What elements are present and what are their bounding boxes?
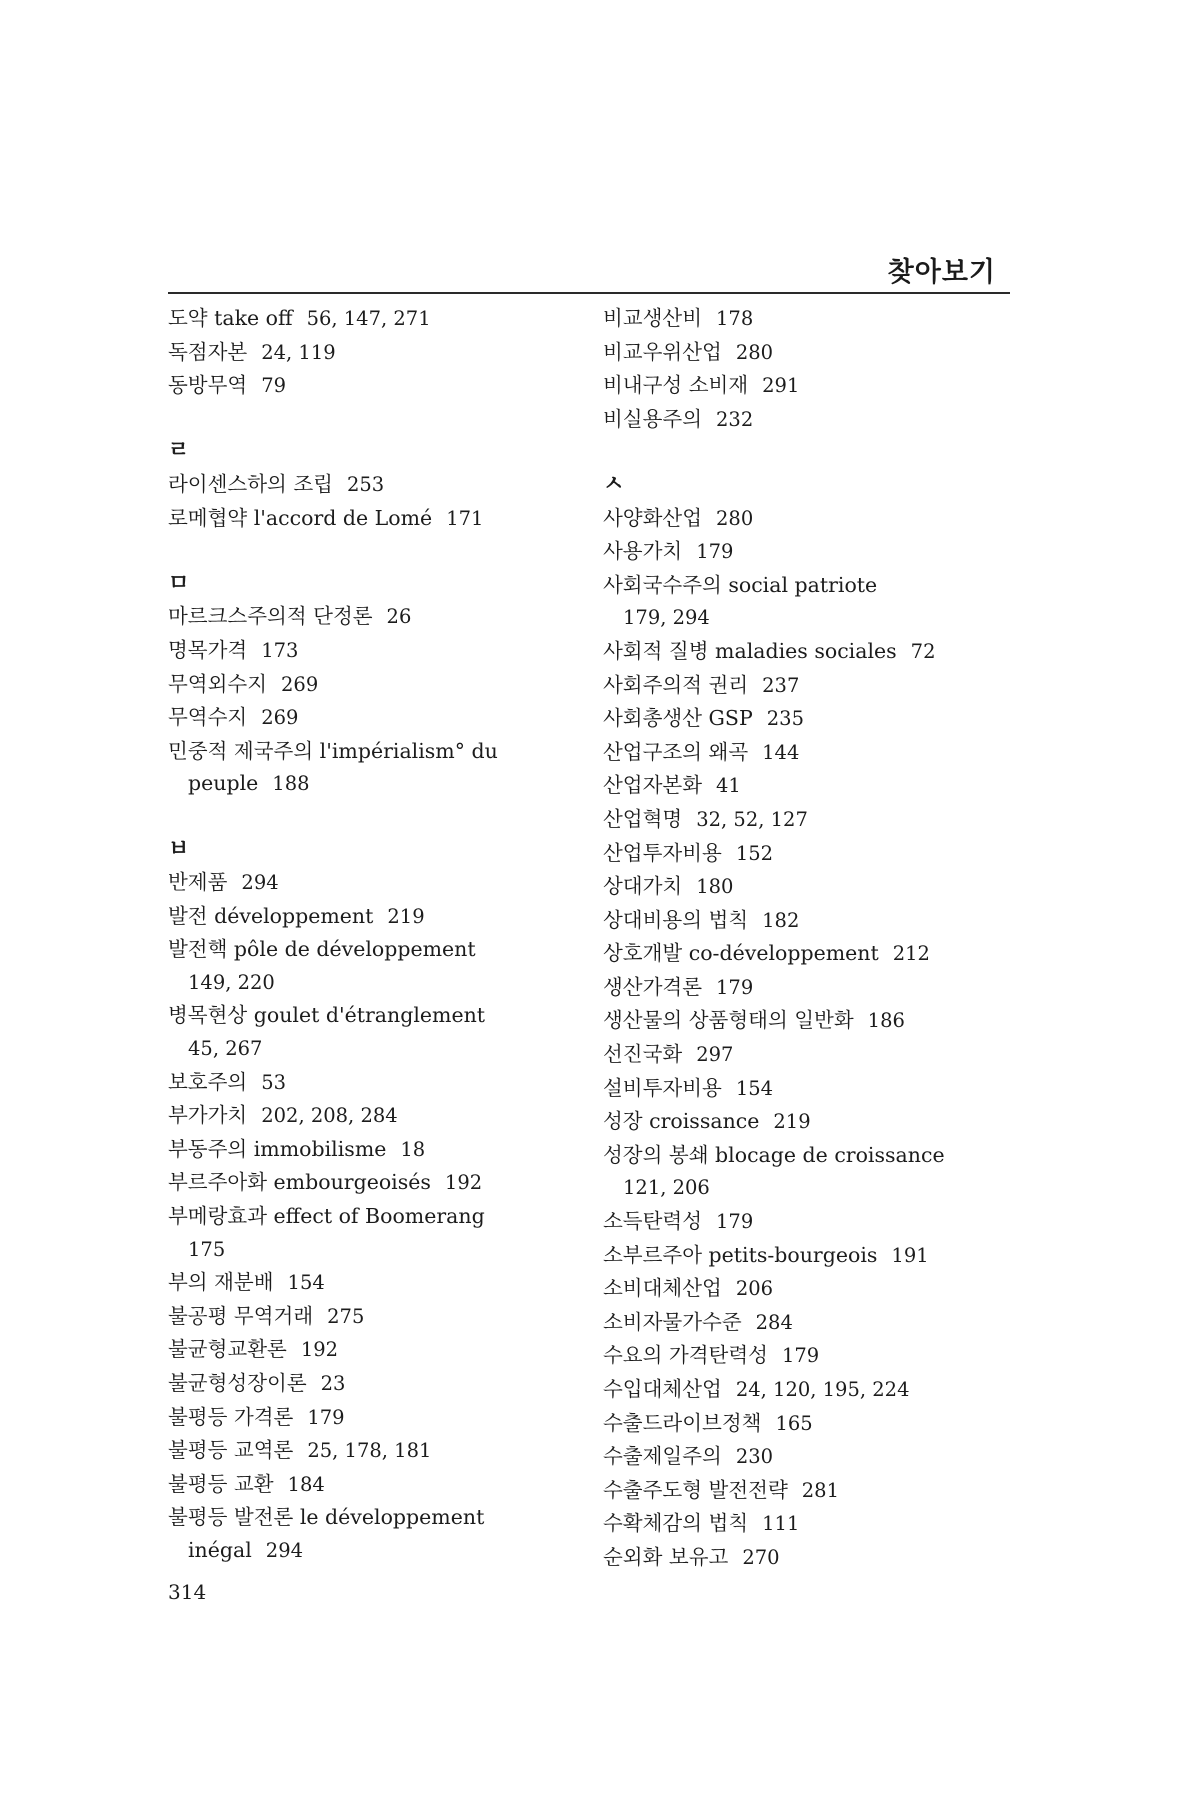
page-header-title: 찾아보기 (887, 257, 996, 288)
index-entry (603, 1339, 1003, 1373)
index-entry-continuation (168, 1032, 568, 1066)
index-term: 비교생산비 (603, 306, 703, 330)
index-page-refs: 230 (735, 1445, 774, 1469)
index-page-refs: 232 (716, 407, 754, 431)
index-page-refs: 191 (891, 1243, 929, 1267)
index-term: 수출제일주의 (603, 1444, 722, 1469)
index-entry (603, 302, 1003, 336)
index-term: 상대가치 (603, 874, 683, 899)
index-page-refs: 281 (801, 1478, 839, 1502)
index-entry (168, 502, 568, 536)
index-entry (603, 1072, 1003, 1106)
index-entry (168, 1333, 568, 1367)
index-page-refs: 269 (281, 672, 319, 696)
index-entry (168, 600, 568, 634)
index-entry (603, 1272, 1003, 1306)
index-term: 불공평 무역거래 (168, 1303, 314, 1328)
index-term: 불평등 발전론 le développement (168, 1505, 485, 1530)
index-page-refs: 188 (272, 772, 310, 796)
index-page-refs: 294 (265, 1538, 304, 1562)
index-entry (168, 933, 568, 966)
index-page-refs: 121, 206 (623, 1176, 710, 1200)
index-entry (603, 1105, 1003, 1139)
index-page-refs: 184 (287, 1472, 325, 1496)
index-column-right (603, 302, 1003, 1575)
index-page-refs: 202, 208, 284 (261, 1104, 398, 1128)
index-page-refs: 297 (696, 1043, 734, 1067)
index-page-refs: 192 (444, 1171, 483, 1195)
index-entry (603, 1507, 1003, 1541)
index-term: 생산물의 상품형태의 일반화 (603, 1008, 854, 1033)
index-page-refs: 206 (735, 1277, 774, 1301)
index-section-heading: ㄹ (168, 438, 190, 464)
index-entry (603, 336, 1003, 370)
index-page-refs: 26 (386, 605, 412, 629)
index-entry (168, 1266, 568, 1300)
index-page-refs: 186 (867, 1009, 905, 1033)
index-entry (168, 369, 568, 403)
index-entry (603, 937, 1003, 971)
index-page-refs: 154 (735, 1076, 774, 1100)
index-term: 독점자본 (168, 339, 248, 364)
index-section-heading: ㅁ (168, 570, 190, 596)
index-term: 소부르주아 petits-bourgeois (603, 1242, 878, 1267)
index-entry (168, 336, 568, 370)
index-page-refs: 269 (261, 706, 299, 730)
index-page-refs: 270 (742, 1545, 780, 1569)
index-page-refs: 144 (762, 740, 800, 764)
index-page-refs: 79 (261, 374, 287, 398)
index-entry (603, 769, 1003, 803)
index-entry-continuation (603, 601, 1003, 635)
index-term: 산업자본화 (603, 773, 703, 798)
index-term: 비실용주의 (603, 406, 703, 431)
index-entry (168, 1401, 568, 1435)
index-entry (603, 635, 1003, 669)
index-page-refs: 171 (446, 506, 484, 530)
index-entry-continuation (168, 966, 568, 1000)
index-entry (603, 1306, 1003, 1340)
index-term: 불균형교환론 (168, 1337, 287, 1362)
index-page-refs: 219 (773, 1110, 811, 1134)
index-page-refs: 178 (716, 307, 754, 330)
index-page-refs: 179 (696, 540, 734, 564)
index-page-refs: 24, 120, 195, 224 (735, 1378, 910, 1401)
index-entry (603, 702, 1003, 736)
index-entry (168, 701, 568, 735)
index-page-refs: 23 (320, 1372, 346, 1395)
index-entry (168, 1468, 568, 1502)
index-entry (603, 535, 1003, 569)
index-entry (168, 1133, 568, 1167)
index-entry (603, 736, 1003, 770)
index-entry (603, 502, 1003, 536)
index-page-refs: 284 (755, 1310, 793, 1334)
index-term: 부가가치 (168, 1103, 248, 1128)
index-entry-continuation (168, 1534, 568, 1568)
index-entry (603, 1205, 1003, 1239)
index-term: 부르주아화 embourgeoisés (168, 1170, 431, 1195)
index-entry (603, 1004, 1003, 1038)
index-term: 민중적 제국주의 l'impérialism° du (168, 738, 498, 763)
index-term: 설비투자비용 (603, 1075, 722, 1100)
index-page-refs: 219 (387, 904, 425, 928)
index-page-refs: 179 (716, 1210, 754, 1234)
index-term: 생산가격론 (603, 974, 703, 999)
index-entry (603, 1440, 1003, 1474)
index-page-refs: 173 (261, 638, 299, 662)
index-page-refs: 25, 178, 181 (307, 1439, 432, 1463)
index-page-refs: 179 (307, 1405, 345, 1429)
index-term: 불균형성장이론 (168, 1371, 307, 1395)
index-entry-continuation (603, 1171, 1003, 1205)
index-entry (168, 1300, 568, 1334)
index-term: 발전 développement (168, 903, 374, 928)
index-term: 수입대체산업 (603, 1377, 722, 1401)
index-term: 수요의 가격탄력성 (603, 1343, 768, 1368)
index-page-refs: 253 (346, 472, 385, 496)
index-entry (603, 1474, 1003, 1508)
index-term: 수확체감의 법칙 (603, 1511, 749, 1536)
section-spacer (603, 436, 1003, 469)
index-entry-continuation (168, 1233, 568, 1267)
index-page-refs: 149, 220 (188, 970, 275, 994)
index-section-heading: ㅅ (603, 471, 625, 497)
index-entry (603, 369, 1003, 403)
index-page-refs: 111 (762, 1512, 800, 1536)
index-term: 산업혁명 (603, 806, 683, 831)
index-term: 무역수지 (168, 705, 248, 730)
index-entry (603, 837, 1003, 871)
index-page-refs: 182 (762, 908, 800, 932)
index-entry-continuation (168, 767, 568, 801)
index-term: 산업구조의 왜곡 (603, 739, 749, 764)
index-term: 소득탄력성 (603, 1209, 703, 1234)
index-entry (603, 803, 1003, 837)
index-entry (603, 1373, 1003, 1407)
index-entry (168, 735, 568, 768)
index-page-refs: 56, 147, 271 (306, 307, 431, 330)
index-term: 상호개발 co-développement (603, 941, 879, 966)
index-entry (603, 669, 1003, 703)
index-term: 사회총생산 GSP (603, 706, 753, 731)
index-term: 성장의 봉쇄 blocage de croissance (603, 1142, 945, 1167)
index-term: 불평등 가격론 (168, 1404, 294, 1429)
index-term: 반제품 (168, 870, 228, 895)
index-term: 부동주의 immobilisme (168, 1136, 387, 1161)
index-page-refs: 212 (892, 942, 930, 966)
index-page-refs: 294 (241, 871, 279, 895)
index-term: 병목현상 goulet d'étranglement (168, 1003, 486, 1028)
index-entry (603, 1239, 1003, 1273)
index-entry (168, 668, 568, 702)
index-page-refs: 280 (735, 340, 774, 364)
index-entry (603, 1541, 1003, 1575)
index-column-left (168, 302, 568, 1568)
index-entry (603, 1407, 1003, 1441)
index-entry (168, 1200, 568, 1233)
index-page-refs: 235 (766, 707, 804, 731)
index-term: inégal (188, 1537, 252, 1562)
index-term: 사회국수주의 social patriote (603, 572, 878, 597)
index-entry (168, 1166, 568, 1200)
index-term: 도약 take off (168, 306, 293, 330)
index-term: 상대비용의 법칙 (603, 907, 749, 932)
index-page-refs: 179 (781, 1344, 820, 1368)
index-page-refs: 237 (762, 673, 800, 697)
index-term: 순외화 보유고 (603, 1544, 729, 1569)
index-entry (168, 1501, 568, 1534)
index-term: 불평등 교역론 (168, 1438, 294, 1463)
index-page-refs: 275 (327, 1304, 365, 1328)
index-entry (603, 569, 1003, 602)
index-page-refs: 154 (287, 1271, 325, 1295)
index-page-refs: 280 (716, 506, 754, 530)
index-entry (168, 999, 568, 1032)
index-term: 소비자물가수준 (603, 1309, 742, 1334)
page-number: 314 (168, 1580, 207, 1604)
index-page-refs: 179 (716, 975, 754, 999)
index-term: peuple (188, 771, 259, 796)
index-term: 명목가격 (168, 637, 248, 662)
index-entry (168, 1066, 568, 1100)
index-entry (168, 634, 568, 668)
index-page-refs: 32, 52, 127 (696, 807, 808, 831)
index-term: 부의 재분배 (168, 1270, 274, 1295)
index-term: 사용가치 (603, 539, 683, 564)
index-page-refs: 175 (188, 1237, 226, 1261)
index-term: 로메협약 l'accord de Lomé (168, 505, 433, 530)
index-term: 비교우위산업 (603, 339, 722, 364)
index-entry (603, 971, 1003, 1005)
index-entry (168, 900, 568, 934)
index-entry (168, 866, 568, 900)
index-section-heading: ㅂ (168, 836, 190, 862)
index-term: 선진국화 (603, 1042, 683, 1067)
index-page-refs: 291 (762, 374, 800, 398)
index-page-refs: 192 (300, 1338, 339, 1362)
index-entry (168, 1099, 568, 1133)
section-spacer (168, 535, 568, 568)
index-term: 사회주의적 권리 (603, 672, 749, 697)
index-term: 사양화산업 (603, 505, 703, 530)
index-term: 무역외수지 (168, 671, 268, 696)
section-spacer (168, 403, 568, 436)
index-term: 동방무역 (168, 373, 248, 398)
index-entry (168, 1434, 568, 1468)
index-term: 비내구성 소비재 (603, 373, 749, 398)
index-term: 마르크스주의적 단정론 (168, 604, 373, 629)
index-page-refs: 72 (910, 639, 936, 663)
index-entry (603, 1139, 1003, 1172)
index-entry (603, 1038, 1003, 1072)
index-entry (603, 870, 1003, 904)
index-entry (168, 468, 568, 502)
index-page-refs: 165 (775, 1411, 813, 1435)
index-page-refs: 45, 267 (188, 1037, 263, 1061)
index-term: 부메랑효과 effect of Boomerang (168, 1204, 485, 1229)
index-term: 발전핵 pôle de développement (168, 937, 476, 962)
index-entry (168, 1367, 568, 1401)
index-page-refs: 24, 119 (261, 340, 336, 364)
index-entry (168, 302, 568, 336)
index-term: 라이센스하의 조립 (168, 471, 333, 496)
index-page-refs: 18 (400, 1137, 426, 1161)
section-spacer (168, 801, 568, 834)
header-rule (168, 292, 1010, 294)
index-term: 수출드라이브정책 (603, 1410, 762, 1435)
index-term: 소비대체산업 (603, 1276, 722, 1301)
index-term: 보호주의 (168, 1069, 248, 1094)
index-term: 산업투자비용 (603, 840, 722, 865)
index-page-refs: 41 (716, 774, 741, 798)
index-term: 성장 croissance (603, 1109, 760, 1134)
index-term: 사회적 질병 maladies sociales (603, 638, 897, 663)
index-entry (603, 904, 1003, 938)
index-page-refs: 152 (735, 841, 774, 865)
index-page-refs: 53 (261, 1070, 287, 1094)
index-term: 수출주도형 발전전략 (603, 1477, 788, 1502)
index-page-refs: 180 (696, 875, 734, 899)
index-entry (603, 403, 1003, 437)
index-page-refs: 179, 294 (623, 606, 710, 630)
index-term: 불평등 교환 (168, 1471, 274, 1496)
